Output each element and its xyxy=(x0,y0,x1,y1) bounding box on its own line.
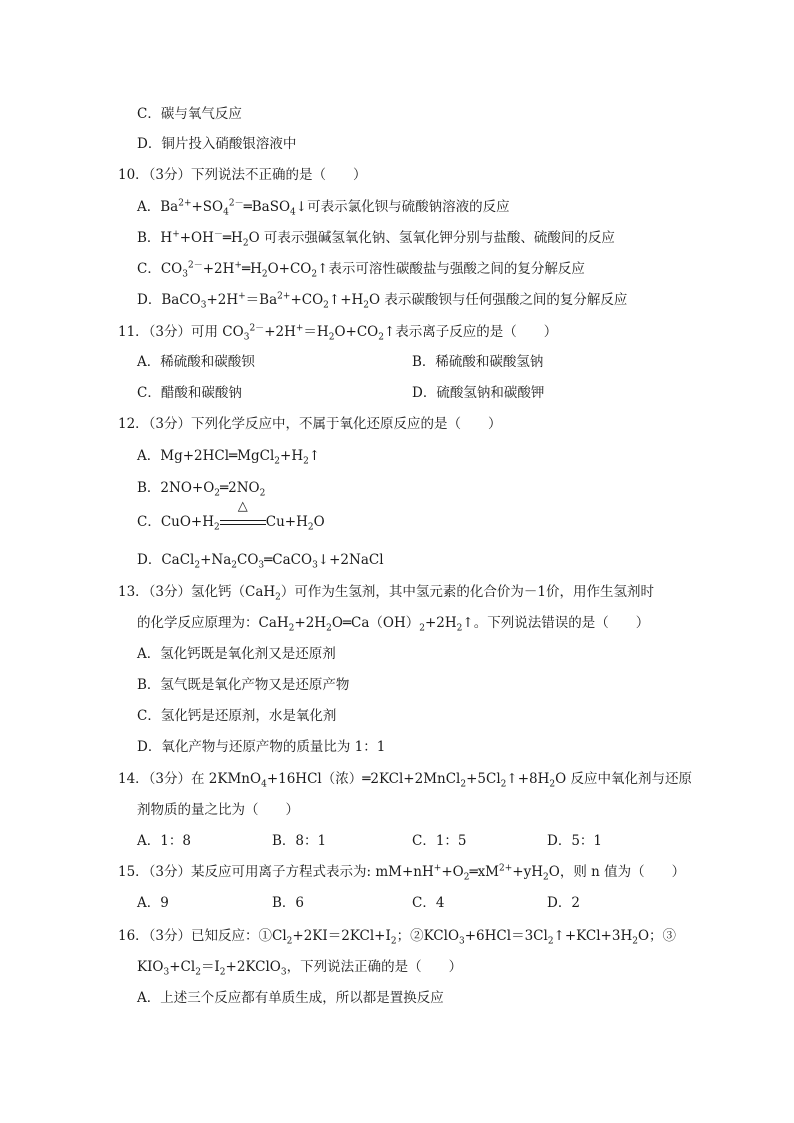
q15-stem: 15．（3分）某反应可用离子方程式表示为: $mM+nH^++O_2═xM^{2+}+yH_2O$，则 n 值为（ ） xyxy=(118,863,686,883)
q16-option-a: A．上述三个反应都有单质生成，所以都是置换反应 xyxy=(137,990,444,1006)
q9-option-d: D．铜片投入硝酸银溶液中 xyxy=(137,136,297,152)
q10-option-d: D．$BaCO_3+2H^+=Ba^{2+}+CO_2↑+H_2O$ 表示碳酸钡与任何强酸之间的复分解反应 xyxy=(137,291,628,311)
q12-option-d: D．$CaCl_2+Na_2CO_3═CaCO_3↓+2NaCl$ xyxy=(137,552,384,571)
q14-option-d: D．5：1 xyxy=(547,833,603,849)
q14-option-c: C．1：5 xyxy=(412,833,467,849)
q11-option-c: C．醋酸和碳酸钠 xyxy=(137,385,242,401)
q13-option-a: A．氢化钙既是氧化剂又是还原剂 xyxy=(137,646,336,662)
q15-option-c: C．4 xyxy=(412,895,445,911)
q10-option-c: C．$CO_3^{2-}+2H^+═H_2O+CO_2↑$表示可溶性碳酸盐与强酸之间的复分解反应 xyxy=(137,260,585,280)
q13-option-d: D．氧化产物与还原产物的质量比为 1：1 xyxy=(137,739,386,755)
q15-option-a: A．9 xyxy=(137,895,169,911)
q14-option-a: A．1：8 xyxy=(137,833,191,849)
q10-option-a: A．$Ba^{2+}+SO_4^{2-}═BaSO_4↓$可表示氯化钡与硫酸钠溶液的反应 xyxy=(137,198,510,218)
q12-stem: 12．（3分）下列化学反应中，不属于氧化还原反应的是（ ） xyxy=(118,416,502,432)
q14-stem-line1: 14．（3分）在 2KMnO$_4$+16HCl（浓）$═2KCl+2MnCl_2+5Cl_2↑+8H_2O$ 反应中氧化剂与还原 xyxy=(118,771,692,790)
q12-option-a: A．$Mg+2HCl═MgCl_2+H_2↑$ xyxy=(137,448,321,467)
heating-condition xyxy=(220,499,266,532)
q16-stem-line1: 16．（3分）已知反应：$①Cl_2+2KI=2KCl+I_2$；$②KClO_3+6HCl=3Cl_2↑+KCl+3H_2O$；③ xyxy=(118,928,677,947)
q13-option-c: C．氢化钙是还原剂，水是氧化剂 xyxy=(137,708,337,724)
q15-option-b: B．6 xyxy=(272,895,305,911)
q11-option-b: B．稀硫酸和碳酸氢钠 xyxy=(412,354,544,370)
double-line-equals xyxy=(220,518,266,528)
q13-stem-line2: 的化学反应原理为：$CaH_2+2H_2O═Ca(OH)_2+2H_2↑$。下列说法错误的是（ ） xyxy=(137,615,650,634)
q11-option-d: D．硫酸氢钠和碳酸钾 xyxy=(412,385,545,401)
q13-option-b: B．氢气既是氧化产物又是还原产物 xyxy=(137,677,350,693)
q11-stem: 11．（3分）可用 $CO_3^{2-}+2H^+=H_2O+CO_2↑$表示离子反应的是（ ） xyxy=(118,323,558,343)
q10-stem: 10．（3分）下列说法不正确的是（ ） xyxy=(118,167,367,183)
q12-option-c: C．$CuO+H_2$ △ $Cu+H_2O$ xyxy=(137,499,325,533)
q9-option-c: C．碳与氧气反应 xyxy=(137,106,242,122)
q13-stem-line1: 13．（3分）氢化钙（CaH$_2$）可作为生氢剂，其中氢元素的化合价为－1价，用作生氢剂时 xyxy=(118,584,654,603)
q14-stem-line2: 剂物质的量之比为（ ） xyxy=(137,802,299,818)
q11-option-a: A．稀硫酸和碳酸钡 xyxy=(137,354,255,370)
delta-symbol: △ xyxy=(237,499,248,514)
q12-option-b: B．$2NO+O_2═2NO_2$ xyxy=(137,480,266,499)
q14-option-b: B．8：1 xyxy=(272,833,327,849)
q10-option-b: B．$H^++OH^-═H_2O$ 可表示强碱氢氧化钠、氢氧化钾分别与盐酸、硫酸间的反应 xyxy=(137,229,615,249)
q15-option-d: D．2 xyxy=(547,895,580,911)
q16-stem-line2: $KIO_3+Cl_2=I_2+2KClO_3$，下列说法正确的是（ ） xyxy=(137,959,463,978)
